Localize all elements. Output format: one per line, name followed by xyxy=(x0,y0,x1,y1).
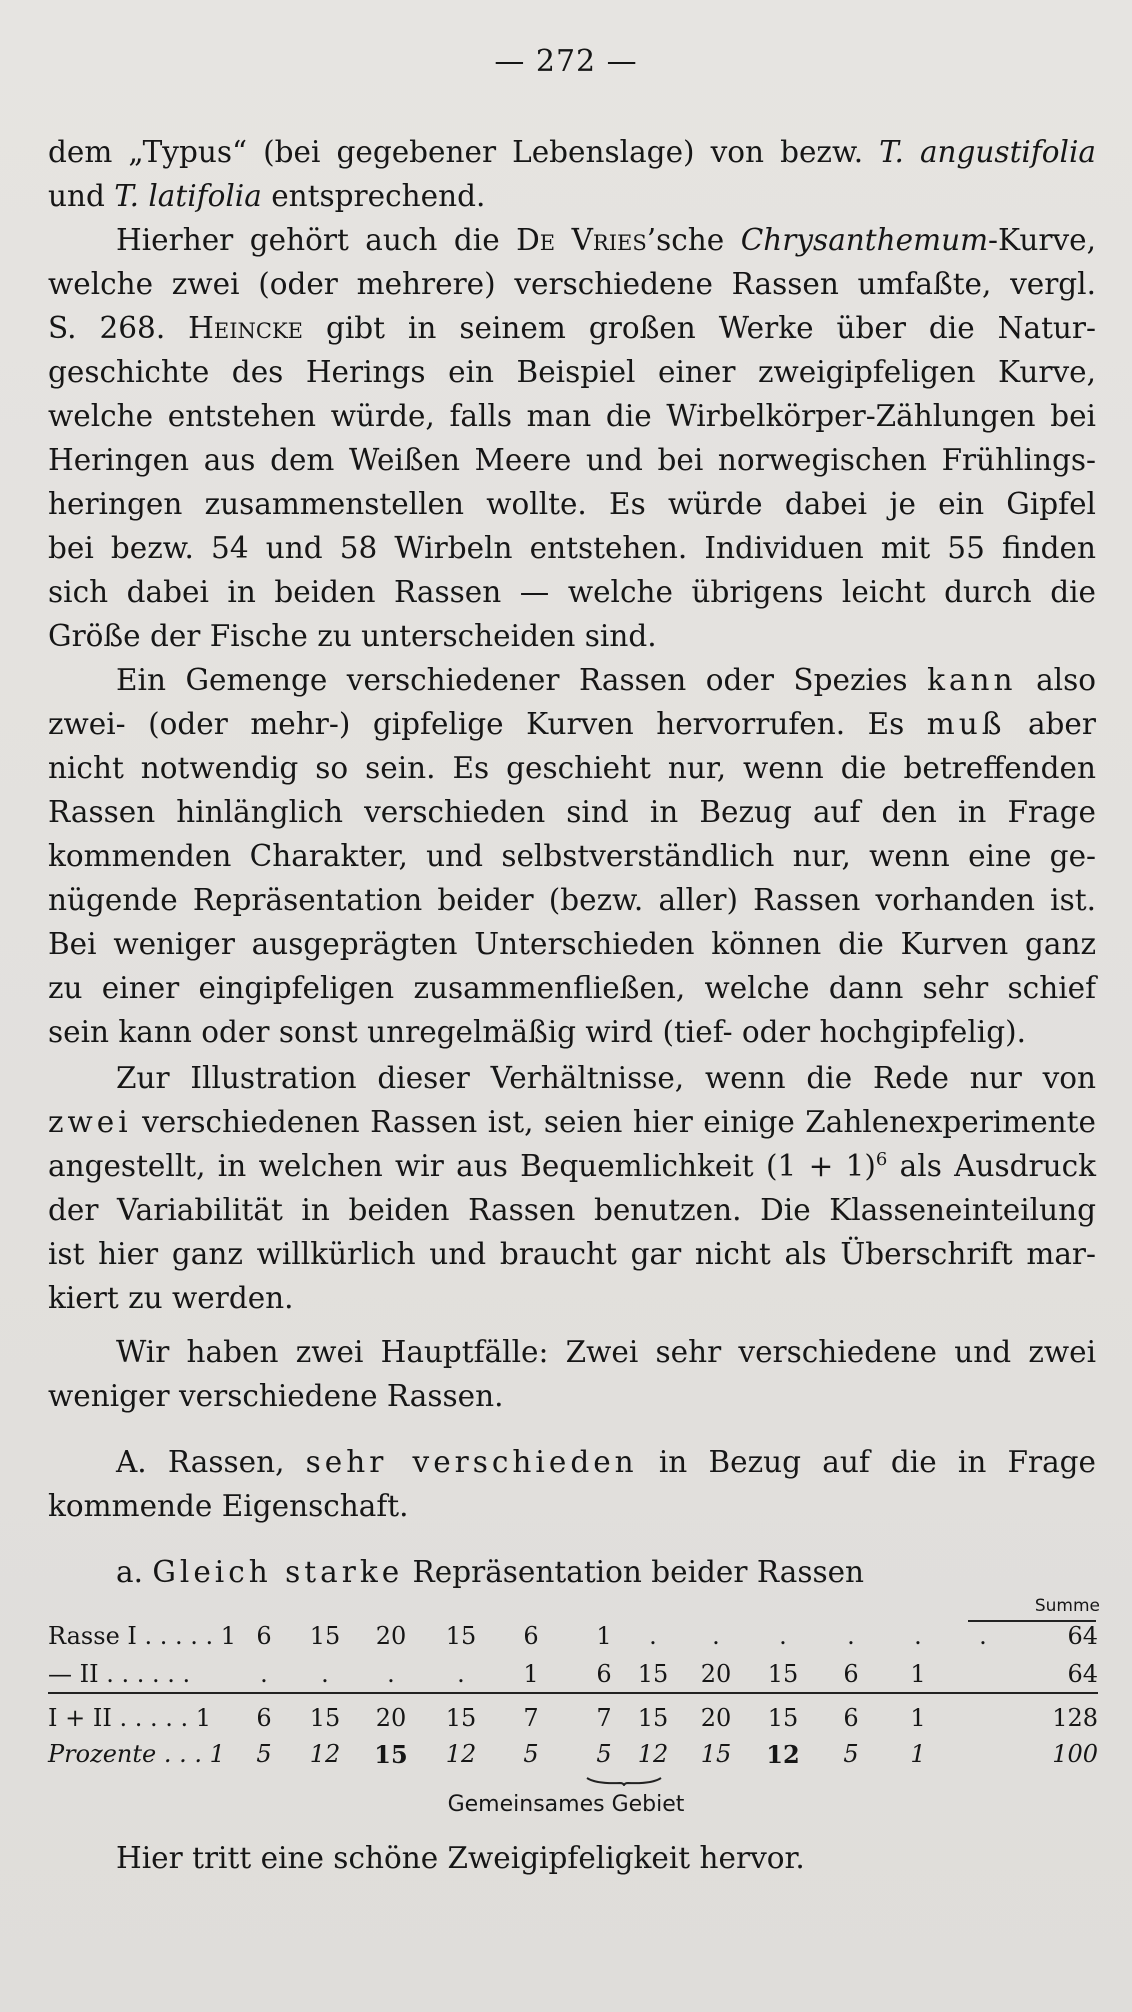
brace-icon xyxy=(586,1776,662,1786)
paragraph-hauptfaelle xyxy=(48,1330,1096,1418)
text-line: Rassen hinlänglich verschieden sind in Bezug auf den in Frage xyxy=(48,795,1096,829)
table-cell: . xyxy=(321,1660,329,1688)
paragraph-typus xyxy=(48,130,1096,218)
table-cell: 6 xyxy=(843,1660,859,1688)
table-cell: 15 xyxy=(309,1704,341,1732)
table-cell: 1 xyxy=(910,1740,926,1768)
table-cell: . xyxy=(387,1660,395,1688)
table-cell: 6 xyxy=(596,1660,612,1688)
row-label: — II . . . . . . xyxy=(48,1660,191,1688)
table-cell: 20 xyxy=(375,1622,407,1650)
text-line: ist hier ganz willkürlich und braucht gar nicht als Überschrift mar- xyxy=(48,1237,1096,1271)
table-row xyxy=(48,1660,1098,1696)
row-label: Prozente . . . 1 xyxy=(48,1740,225,1768)
text-line: a. Gleich starke Repräsentation beider Rassen xyxy=(116,1555,865,1589)
table-cell: 15 xyxy=(700,1740,732,1768)
table-cell: 5 xyxy=(596,1740,612,1768)
subsection-heading-a xyxy=(48,1550,1096,1594)
table-cell: 6 xyxy=(523,1622,539,1650)
table-cell: 5 xyxy=(256,1740,272,1768)
table-cell: 6 xyxy=(843,1704,859,1732)
text-line: Größe der Fische zu unterscheiden sind. xyxy=(48,619,657,653)
common-area-label: Gemeinsames Gebiet xyxy=(447,1792,685,1817)
table-cell: 15 xyxy=(767,1704,799,1732)
row-sum: 64 xyxy=(1067,1660,1098,1688)
text-line: nicht notwendig so sein. Es geschieht nur, wenn die betreffenden xyxy=(48,751,1096,785)
table-cell: . xyxy=(649,1622,657,1650)
table-cell: 20 xyxy=(700,1704,732,1732)
table-cell: 1 xyxy=(910,1660,926,1688)
text-line: angestellt, in welchen wir aus Bequemlichkeit $(1 + 1)^6$ als Ausdruck xyxy=(48,1149,1096,1183)
text-line: Wir haben zwei Hauptfälle: Zwei sehr verschiedene und zwei xyxy=(116,1335,1096,1369)
table-cell: . xyxy=(779,1622,787,1650)
text-line: Hier tritt eine schöne Zweigipfeligkeit hervor. xyxy=(116,1841,805,1875)
table-row xyxy=(48,1704,1098,1740)
table-cell: 15 xyxy=(445,1622,477,1650)
text-line: zwei verschiedenen Rassen ist, seien hier einige Zahlenexperimente xyxy=(48,1105,1096,1139)
table-cell: . xyxy=(712,1622,720,1650)
table-cell: 20 xyxy=(700,1660,732,1688)
text-line: welche zwei (oder mehrere) verschiedene Rassen umfaßte, vergl. xyxy=(48,267,1096,301)
table-cell: 12 xyxy=(766,1740,800,1769)
table-cell: 5 xyxy=(523,1740,539,1768)
text-line: bei bezw. 54 und 58 Wirbeln entstehen. Individuen mit 55 finden xyxy=(48,531,1096,565)
section-heading-a xyxy=(48,1440,1096,1528)
table-cell: 15 xyxy=(637,1660,669,1688)
row-sum: 128 xyxy=(1052,1704,1098,1732)
text-line: sich dabei in beiden Rassen — welche übrigens leicht durch die xyxy=(48,575,1096,609)
text-line: sein kann oder sonst unregelmäßig wird (tief- oder hochgipfelig). xyxy=(48,1015,1026,1049)
text-line: und T. latifolia entsprechend. xyxy=(48,179,486,213)
table-cell: 12 xyxy=(637,1740,669,1768)
text-line: heringen zusammenstellen wollte. Es würde dabei je ein Gipfel xyxy=(48,487,1096,521)
table-cell: 5 xyxy=(843,1740,859,1768)
table-cell: . xyxy=(847,1622,855,1650)
table-cell: 15 xyxy=(767,1660,799,1688)
table-cell: 1 xyxy=(596,1622,612,1650)
table-cell: 20 xyxy=(375,1704,407,1732)
text-line: Heringen aus dem Weißen Meere und bei norwegischen Frühlings- xyxy=(48,443,1096,477)
table-cell: 15 xyxy=(374,1740,408,1769)
table-cell: . xyxy=(979,1622,987,1650)
table-cell: 7 xyxy=(596,1704,612,1732)
text-line: nügende Repräsentation beider (bezw. aller) Rassen vorhanden ist. xyxy=(48,883,1096,917)
text-line: welche entstehen würde, falls man die Wirbelkörper-Zählungen bei xyxy=(48,399,1096,433)
table-cell: . xyxy=(914,1622,922,1650)
table-cell: 7 xyxy=(523,1704,539,1732)
text-line: Hierher gehört auch die De Vries’sche Chrysanthemum-Kurve, xyxy=(116,223,1097,257)
paragraph-closing xyxy=(48,1836,1096,1880)
text-line: A. Rassen, sehr verschieden in Bezug auf die in Frage xyxy=(116,1445,1097,1479)
table-cell: 15 xyxy=(309,1622,341,1650)
table-cell: 1 xyxy=(523,1660,539,1688)
text-line: weniger verschiedene Rassen. xyxy=(48,1379,504,1413)
table-cell: 6 xyxy=(256,1704,272,1732)
row-label: Rasse I . . . . . 1 xyxy=(48,1622,237,1650)
table-row xyxy=(48,1622,1098,1658)
text-line: Bei weniger ausgeprägten Unterschieden können die Kurven ganz xyxy=(48,927,1096,961)
text-line: zwei- (oder mehr-) gipfelige Kurven hervorrufen. Es muß aber xyxy=(48,707,1096,741)
table-cell: 12 xyxy=(309,1740,341,1768)
text-line: Ein Gemenge verschiedener Rassen oder Spezies kann also xyxy=(116,663,1096,697)
text-line: kommenden Charakter, und selbstverständlich nur, wenn eine ge- xyxy=(48,839,1096,873)
paragraph-de-vries xyxy=(48,218,1096,658)
summe-label: Summe xyxy=(1034,1596,1100,1616)
row-sum: 100 xyxy=(1052,1740,1098,1768)
row-label: I + II . . . . . 1 xyxy=(48,1704,211,1732)
text-line: der Variabilität in beiden Rassen benutzen. Die Klasseneinteilung xyxy=(48,1193,1096,1227)
text-line: kiert zu werden. xyxy=(48,1281,294,1315)
table-cell: 1 xyxy=(910,1704,926,1732)
text-line: zu einer eingipfeligen zusammenfließen, welche dann sehr schief xyxy=(48,971,1096,1005)
table-rule xyxy=(48,1692,1098,1694)
table-row xyxy=(48,1740,1098,1776)
text-line: dem „Typus“ (bei gegebener Lebenslage) von bezw. T. angustifolia xyxy=(48,135,1096,169)
paragraph-gemenge xyxy=(48,658,1096,1054)
text-line: S. 268. Heincke gibt in seinem großen Werke über die Natur- xyxy=(48,311,1096,345)
table-cell: 6 xyxy=(256,1622,272,1650)
table-cell: 15 xyxy=(445,1704,477,1732)
table-cell: 12 xyxy=(445,1740,477,1768)
text-line: geschichte des Herings ein Beispiel einer zweigipfeligen Kurve, xyxy=(48,355,1096,389)
text-line: kommende Eigenschaft. xyxy=(48,1489,409,1523)
paragraph-illustration xyxy=(48,1056,1096,1320)
sum-rule xyxy=(968,1620,1096,1622)
table-cell: 15 xyxy=(637,1704,669,1732)
table-cell: . xyxy=(457,1660,465,1688)
text-line: Zur Illustration dieser Verhältnisse, wenn die Rede nur von xyxy=(116,1061,1096,1095)
table-cell: . xyxy=(260,1660,268,1688)
row-sum: 64 xyxy=(1067,1622,1098,1650)
page-number: — 272 — xyxy=(494,44,638,79)
